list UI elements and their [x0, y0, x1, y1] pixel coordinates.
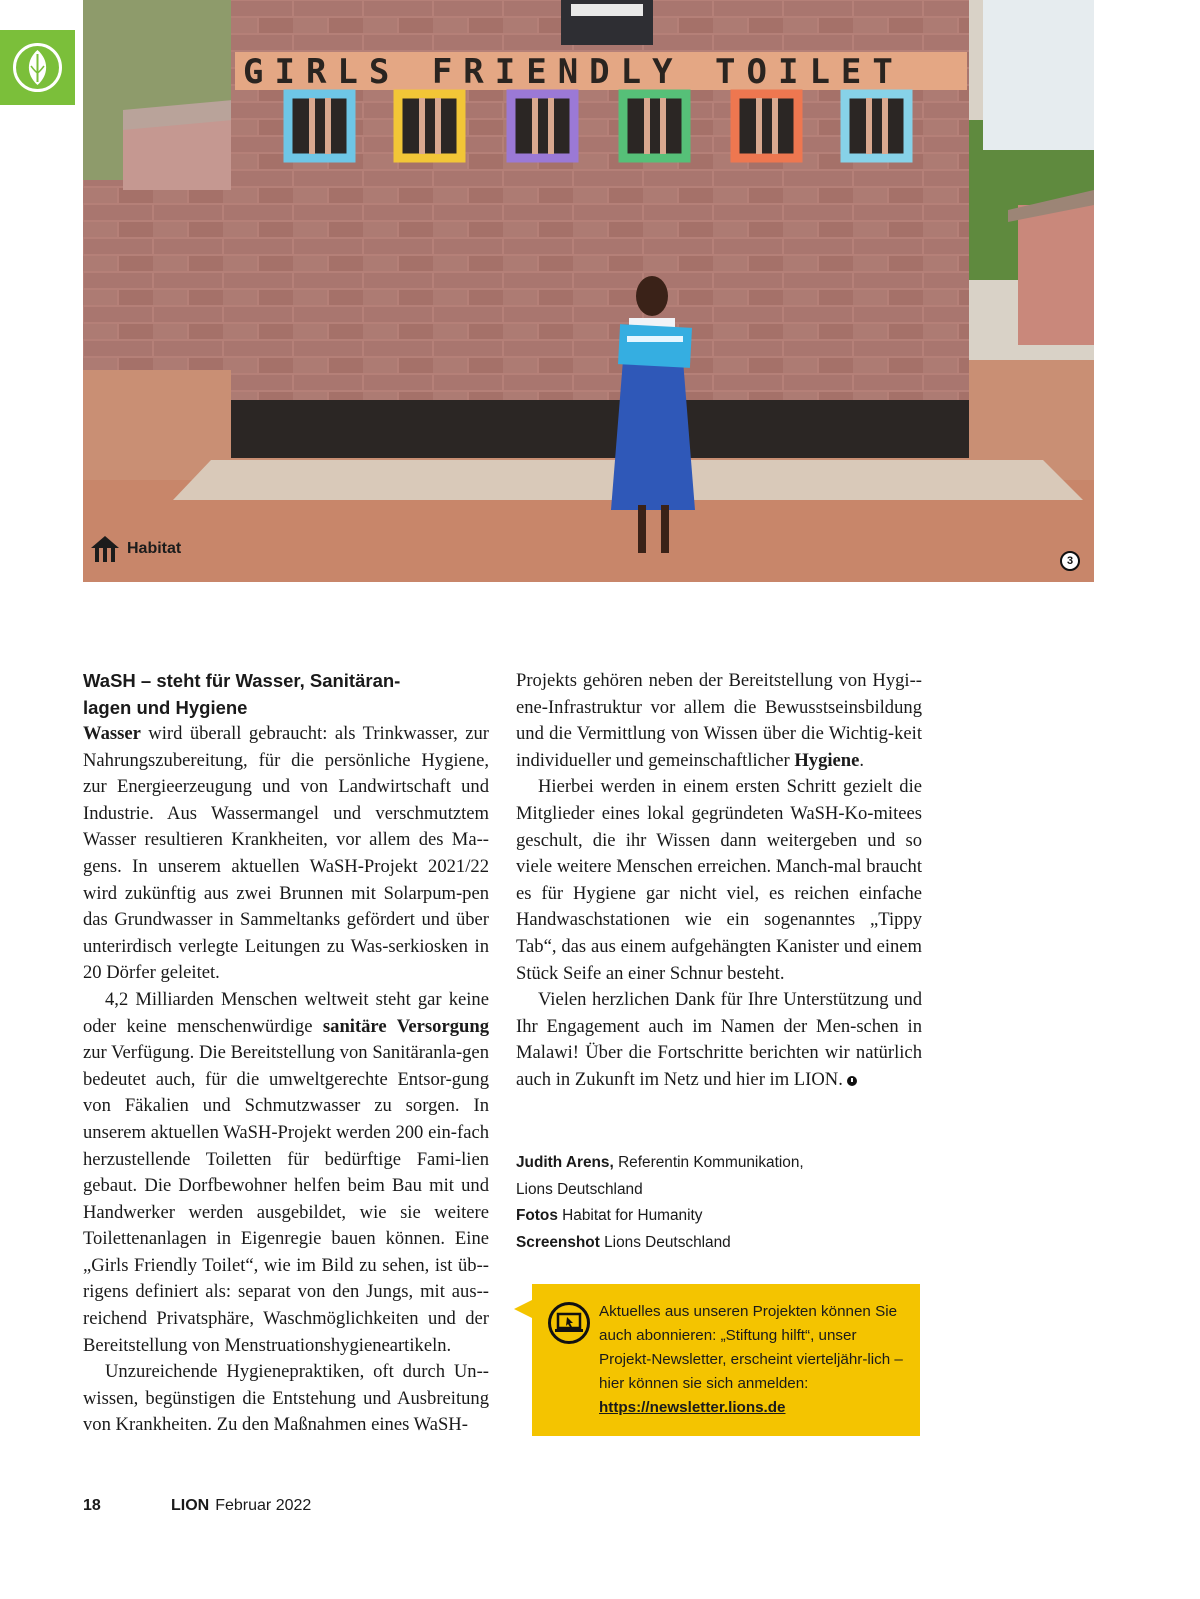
article-heading: [83, 668, 489, 721]
paragraph-text: Projekts gehören neben der Bereitstellung von Hygi-ene-Infrastruktur vor allem die Bewusstseinsbildung und die Vermittlung von Wissen über die Wichtig-keit individueller und gemeinschaftlicher: [516, 670, 922, 771]
paragraph-text: zur Verfügung. Die Bereitstellung von Sanitäranla-gen bedeutet auch, für die umweltgerechte Entsor-gung von Fäkalien und Schmutzwasser zu sorgen. In unserem aktuellen WaSH-Projekt werden 200 ein-fach herzustellende Toiletten für bedürftige Fami-lien gebaut. Die Dorfbewohner helfen beim Bau mit und Handwerker werden ausgebildet, wie sie weitere Toilettenanlagen in Eigenregie bauen können. Eine „Girls Friendly Toilet“, wie im Bild zu sehen, ist üb-rigens definiert als: separat von den Jungs, mit aus-reichend Privatsphäre, Waschmöglichkeiten und der Bereitstellung von Menstruationshygieneartikeln.: [83, 1042, 489, 1356]
computer-icon: [548, 1302, 590, 1344]
paragraph-thanks: [516, 987, 922, 1093]
paragraph-text: 4,2 Milliarden Menschen weltweit steht gar keine oder keine menschenwürdige: [83, 988, 489, 1037]
callout-body: Aktuelles aus unseren Projekten können Sie auch abonnieren: „Stiftung hilft“, unser Projekt-Newsletter, erscheint vierteljähr-lich – hier können sie sich anmelden:: [599, 1303, 903, 1392]
photos-label: Fotos: [516, 1207, 558, 1224]
article-column-right: [516, 668, 922, 1094]
credit-screenshot: [516, 1230, 804, 1257]
photo-number-badge: 3: [1060, 551, 1080, 571]
paragraph-text: Vielen herzlichen Dank für Ihre Unterstützung und Ihr Engagement auch im Namen der Men-schen in Malawi! Über die Fortschritte berichten wir natürlich auch in Zukunft im Netz und hier im LION.: [516, 989, 922, 1090]
photos-value: Habitat for Humanity: [562, 1207, 703, 1224]
newsletter-link[interactable]: https://newsletter.lions.de: [599, 1399, 786, 1416]
author-name: Judith Arens,: [516, 1154, 614, 1171]
article-column-left: [83, 668, 489, 1439]
section-tab: [0, 30, 75, 105]
heading-line-2: lagen und Hygiene: [83, 696, 248, 718]
logo-text: Habitat: [127, 540, 182, 557]
page-footer: [83, 1497, 311, 1515]
habitat-logo: [127, 540, 181, 558]
issue-date: Februar 2022: [215, 1497, 312, 1514]
heading-line-1: WaSH – steht für Wasser, Sanitäran-: [83, 670, 401, 691]
magazine-name: LION: [171, 1497, 210, 1514]
lead-term: Wasser: [83, 723, 141, 744]
credits: [516, 1150, 804, 1256]
page-number: 18: [83, 1497, 101, 1514]
paragraph-sanitation: [83, 987, 489, 1359]
sign-text: GIRLS FRIENDLY TOILET: [243, 52, 904, 92]
newsletter-callout: [532, 1284, 920, 1436]
paragraph-text: .: [859, 749, 865, 771]
emphasis-term: Hygiene: [794, 749, 860, 771]
callout-text: [599, 1300, 904, 1420]
paragraph-text: wird überall gebraucht: als Trinkwasser, zur Nahrungszubereitung, für die persönliche Hygiene, zur Energieerzeugung und von Landwirtschaft und Industrie. Aus Wassermangel und verschmutztem Wasser resultieren Krankheiten, vor allem des Ma-gens. In unserem aktuellen WaSH-Projekt 2021/22 wird zukünftig aus zwei Brunnen mit Solarpum-pen das Grundwasser in Sammeltanks gefördert und über unterirdisch verlegte Leitungen zu Was-serkiosken in 20 Dörfer geleitet.: [83, 723, 489, 984]
end-mark-icon: [847, 1076, 857, 1086]
credit-photos: [516, 1203, 804, 1230]
screenshot-value: Lions Deutschland: [604, 1233, 731, 1251]
article-photo: [83, 0, 1094, 582]
author-role: Referentin Kommunikation,: [618, 1154, 804, 1171]
credit-org: Lions Deutschland: [516, 1180, 643, 1198]
credit-author: [516, 1150, 804, 1177]
emphasis-term: sanitäre Versorgung: [322, 1015, 489, 1037]
screenshot-label: Screenshot: [516, 1233, 600, 1251]
leaf-icon: [12, 42, 63, 93]
paragraph-committee: Hierbei werden in einem ersten Schritt gezielt die Mitglieder eines lokal gegründeten WaSH-Ko-mitees geschult, die ihr Wissen dann weitergeben und so viele weitere Menschen erreichen. Manch-mal braucht es für Hygiene gar nicht viel, es reichen einfache Handwaschstationen wie ein sogenanntes „Tippy Tab“, das aus einem aufgehängten Kanister und einem Stück Seife an einer Schnur besteht.: [516, 776, 922, 984]
paragraph-measures: [516, 668, 922, 774]
paragraph-water: [83, 721, 489, 987]
paragraph-hygiene-practices: Unzureichende Hygienepraktiken, oft durch Un-wissen, begünstigen die Entstehung und Ausbreitung von Krankheiten. Zu den Maßnahmen eines WaSH-: [83, 1361, 489, 1436]
